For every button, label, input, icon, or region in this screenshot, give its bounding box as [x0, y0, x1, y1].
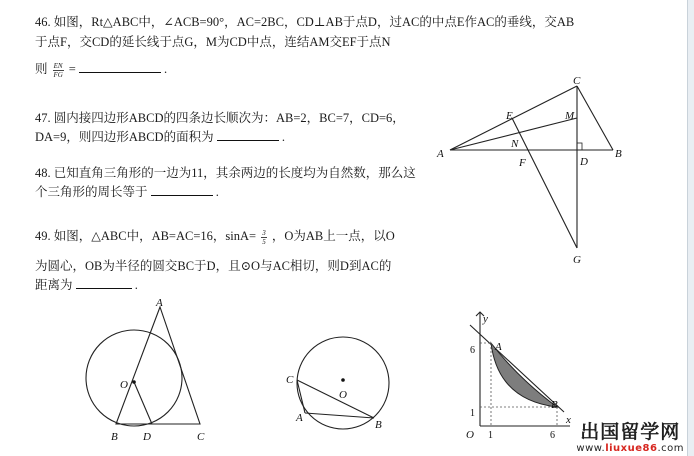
q49-text-1b: ，O为AB上一点，以O — [271, 229, 395, 243]
c1-label-b: B — [111, 431, 118, 443]
watermark-url-pre: www. — [576, 443, 606, 454]
label-b: B — [615, 148, 622, 160]
label-e: E — [506, 110, 513, 122]
q46-text-1: 如图，Rt△ABC中，∠ACB=90°，AC=2BC，CD⊥AB于点D，过AC的中点E作AC的垂线，交AB — [53, 15, 575, 29]
graph-tick-y1: 1 — [470, 408, 475, 419]
q49-frac-den: 5 — [262, 237, 266, 246]
q47-text-1: 圆内接四边形ABCD的四条边长顺次为：AB=2，BC=7，CD=6， — [53, 111, 405, 125]
q49-end: . — [134, 278, 138, 292]
label-a: A — [437, 148, 444, 160]
q49-line2: 为圆心，OB为半径的圆交BC于D，且⊙O与AC相切，则D到AC的 — [35, 259, 392, 273]
q49-text-1a: 如图，△ABC中，AB=AC=16，sinA= — [53, 229, 257, 243]
graph-label-x: x — [566, 414, 571, 426]
graph-label-a: A — [495, 341, 502, 353]
line-ab — [470, 325, 564, 412]
q47-number: 47. — [35, 111, 51, 125]
c2-label-b: B — [375, 419, 382, 431]
label-g: G — [573, 254, 581, 266]
q46-frac-den: FG — [53, 70, 63, 79]
c1-label-d: D — [143, 431, 151, 443]
q46-number: 46. — [35, 15, 51, 29]
graph-tick-y6: 6 — [470, 345, 475, 356]
q47-text-2: DA=9，则四边形ABCD的面积为 — [35, 130, 214, 144]
label-d: D — [580, 156, 588, 168]
q46-line2: 于点F，交CD的延长线于点G，M为CD中点，连结AM交EF于点N — [35, 35, 391, 49]
graph-label-o: O — [466, 429, 474, 441]
label-m: M — [565, 110, 575, 122]
site-watermark — [576, 421, 684, 454]
q46-equals: = — [68, 62, 76, 76]
watermark-title: 出国留学网 — [580, 421, 681, 443]
q46-prefix: 则 — [35, 62, 48, 76]
c2-label-a: A — [296, 412, 303, 424]
graph-tick-x1: 1 — [488, 430, 493, 441]
watermark-url — [576, 443, 684, 454]
c1-label-c: C — [197, 431, 205, 443]
q48-text-1: 已知直角三角形的一边为11，其余两边的长度均为自然数，那么这 — [53, 166, 416, 180]
label-c: C — [573, 75, 581, 87]
window-edge-scrollbar[interactable] — [687, 0, 694, 456]
q47-end: . — [281, 130, 285, 144]
q48-end: . — [215, 185, 219, 199]
watermark-url-brand: liuxue86 — [605, 443, 658, 454]
q48-text-2: 个三角形的周长等于 — [35, 185, 148, 199]
c1-label-a: A — [156, 297, 163, 309]
c2-label-c: C — [286, 374, 294, 386]
watermark-url-post: .com — [657, 443, 684, 454]
q49-text-3: 距离为 — [35, 278, 73, 292]
graph-tick-x6: 6 — [550, 430, 555, 441]
q49-number: 49. — [35, 229, 51, 243]
c2-label-o: O — [339, 389, 347, 401]
graph-label-y: y — [483, 313, 488, 325]
label-f: F — [519, 157, 526, 169]
q49-frac-num: 3 — [262, 228, 266, 237]
q46-frac-num: EN — [53, 61, 63, 70]
q48-number: 48. — [35, 166, 51, 180]
label-n: N — [511, 138, 519, 150]
graph-label-b: B — [551, 399, 558, 411]
q46-end: . — [164, 62, 168, 76]
c1-label-o: O — [120, 379, 128, 391]
